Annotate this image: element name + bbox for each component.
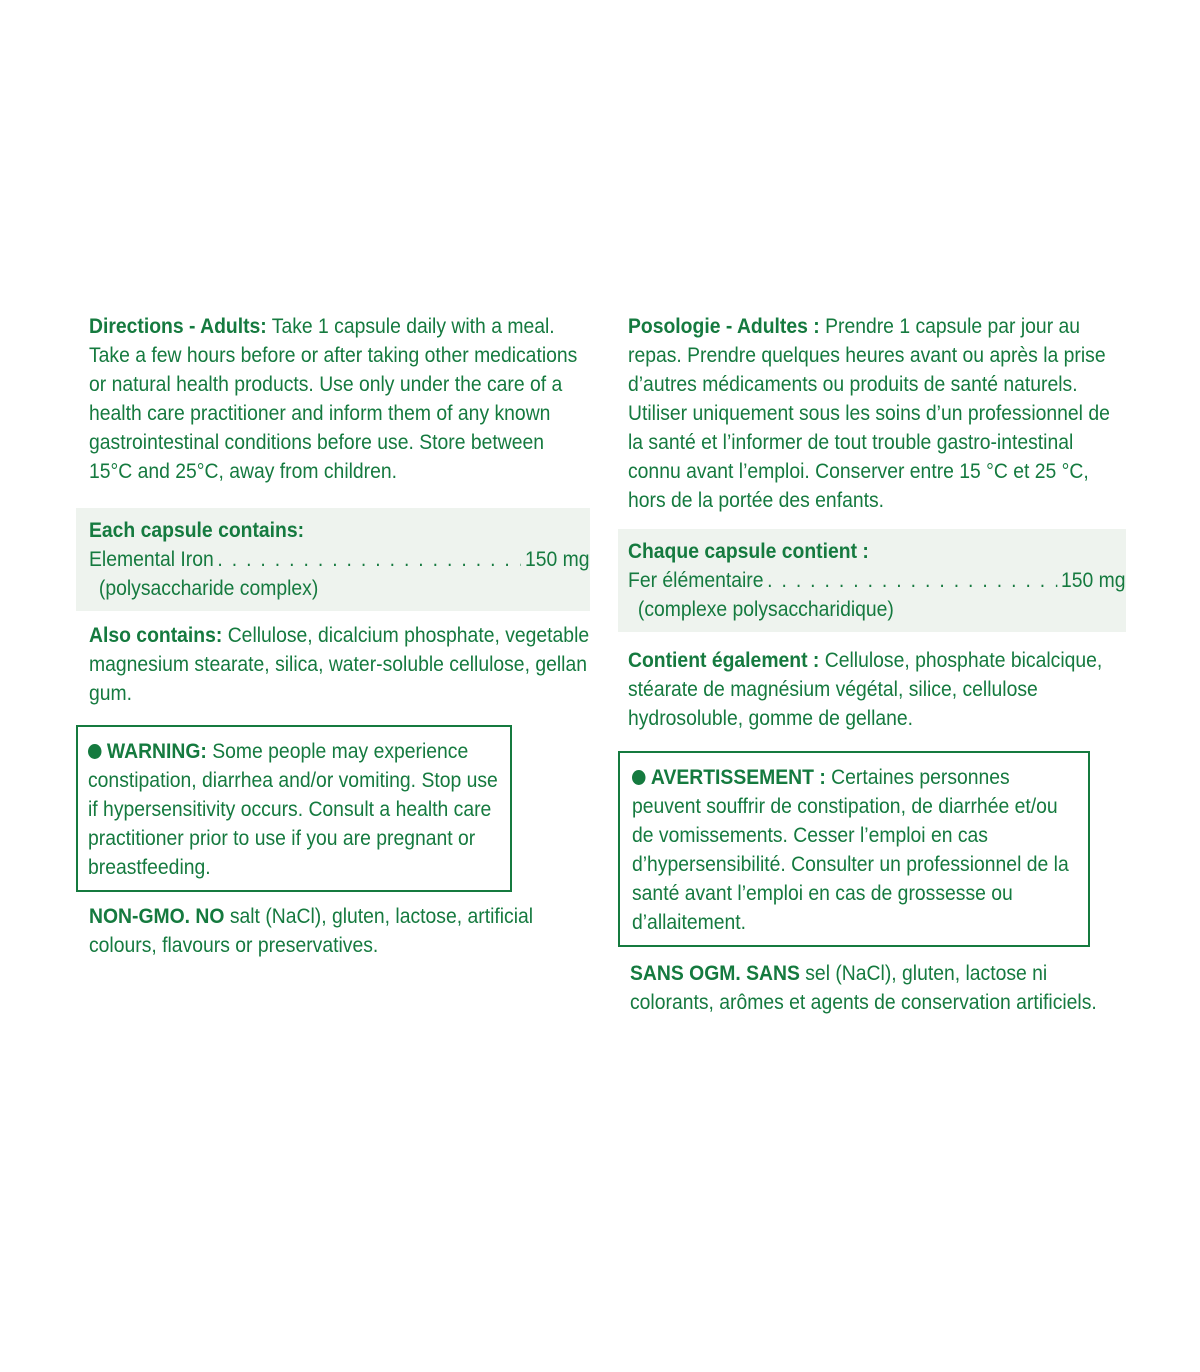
directions-label: Directions - Adults:: [89, 314, 267, 338]
avertissement-box: [618, 751, 1090, 947]
ingredient-amount-fr: 150 mg: [1060, 568, 1126, 592]
english-column: [76, 312, 590, 960]
also-contains-section: [76, 621, 590, 708]
warning-box: [76, 725, 512, 892]
supplement-facts-box: [76, 508, 590, 611]
non-gmo-label: NON-GMO. NO: [89, 904, 225, 928]
also-contains-label: Also contains:: [89, 623, 223, 647]
posologie-text: Prendre 1 capsule par jour au repas. Prendre quelques heures avant ou après la prise d’autres médicaments ou produits de santé naturels. Utiliser uniquement sous les soins d’un professionnel de la santé et l’informer de tout trouble gastro-intestinal connu avant l’emploi. Conserver entre 15 °C et 25 °C, hors de la portée des enfants.: [628, 314, 1110, 512]
leader-dots-fr: [767, 566, 1057, 595]
ingredient-row: [89, 545, 589, 574]
avertissement-bullet-icon: [632, 770, 646, 785]
warning-bullet-icon: [88, 744, 102, 759]
ingredient-name: Elemental Iron: [89, 547, 214, 571]
french-column: [618, 312, 1126, 1017]
ingredient-row-fr: [628, 566, 1125, 595]
ingredient-note-fr: (complexe polysaccharidique): [637, 597, 894, 621]
contains-heading-fr: Chaque capsule contient :: [628, 539, 869, 563]
warning-label: WARNING:: [106, 739, 207, 763]
sans-ogm-text: sel (NaCl), gluten, lactose ni colorants, arômes et agents de conservation artificiels.: [630, 961, 1097, 1014]
non-gmo-text: salt (NaCl), gluten, lactose, artificial colours, flavours or preservatives.: [89, 904, 534, 957]
leader-dots: [217, 545, 521, 574]
ingredient-amount: 150 mg: [524, 547, 590, 571]
contains-heading: Each capsule contains:: [89, 518, 305, 542]
contient-section: [618, 646, 1126, 733]
posologie-section: [618, 312, 1126, 515]
contient-text: Cellulose, phosphate bicalcique, stéarate de magnésium végétal, silice, cellulose hydrosoluble, gomme de gellane.: [628, 648, 1103, 730]
sans-ogm-label: SANS OGM. SANS: [630, 961, 800, 985]
warning-text: Some people may experience constipation, diarrhea and/or vomiting. Stop use if hypersensitivity occurs. Consult a health care practitioner prior to use if you are pregnant or breastfeeding.: [88, 739, 498, 879]
ingredient-note: (polysaccharide complex): [98, 576, 319, 600]
posologie-label: Posologie - Adultes :: [628, 314, 820, 338]
avertissement-label: AVERTISSEMENT :: [650, 765, 826, 789]
also-contains-text: Cellulose, dicalcium phosphate, vegetable magnesium stearate, silica, water-soluble cellulose, gellan gum.: [89, 623, 590, 705]
directions-section: [76, 312, 590, 486]
non-gmo-section: [76, 902, 590, 960]
sans-ogm-section: [618, 959, 1126, 1017]
ingredient-name-fr: Fer élémentaire: [628, 568, 764, 592]
directions-text: Take 1 capsule daily with a meal. Take a few hours before or after taking other medications or natural health products. Use only under the care of a health care practitioner and inform them of any known gastrointestinal conditions before use. Store between 15°C and 25°C, away from children.: [89, 314, 578, 483]
avertissement-text: Certaines personnes peuvent souffrir de constipation, de diarrhée et/ou de vomissements. Cesser l’emploi en cas d’hypersensibilité. Consulter un professionnel de la santé avant l’emploi en cas de grossesse ou d’allaitement.: [632, 765, 1069, 934]
contient-label: Contient également :: [628, 648, 820, 672]
supplement-facts-box-fr: [618, 529, 1126, 632]
